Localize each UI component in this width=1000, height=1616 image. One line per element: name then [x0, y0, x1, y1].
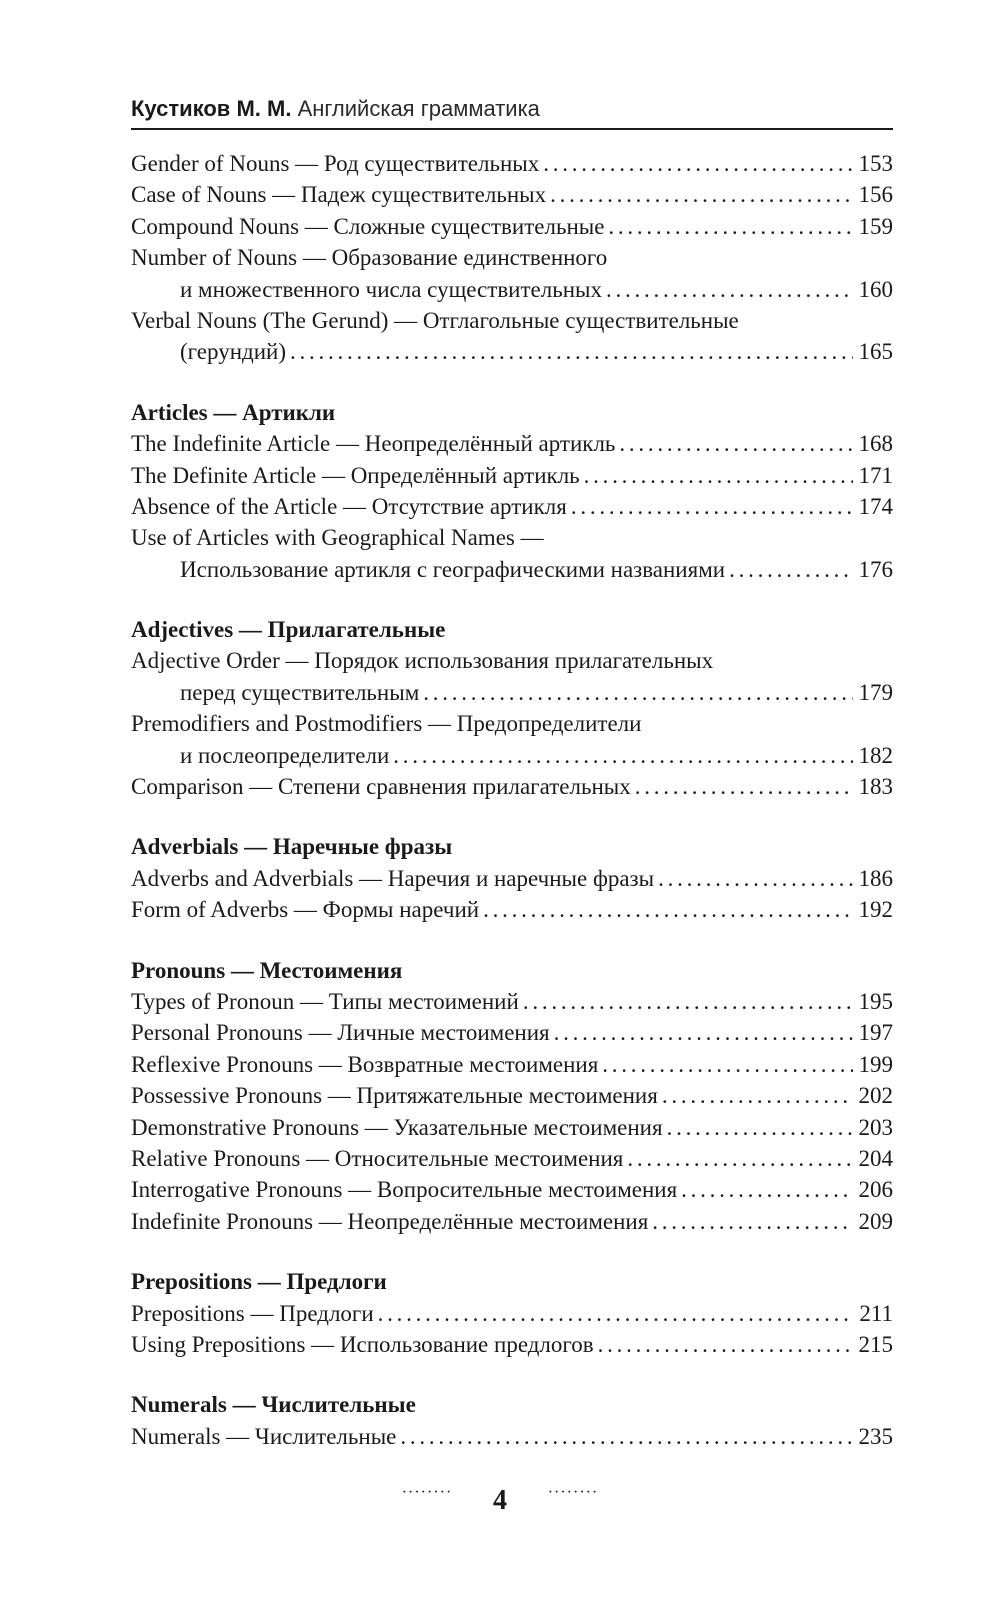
toc-entry-title-cont: и множественного числа существительных: [180, 276, 602, 302]
toc-section-heading: Adverbials — Наречные фразы: [131, 834, 453, 860]
dot-leader: [729, 554, 852, 585]
toc-entry: [131, 1049, 893, 1080]
toc-entry-title: Numerals — Числительные: [131, 1423, 397, 1449]
toc-entry-title: Comparison — Степени сравнения прилагательных: [131, 774, 631, 800]
toc-entry: [131, 428, 893, 459]
toc-page-number: 203: [858, 1114, 893, 1140]
dot-leader: [584, 460, 853, 491]
toc-page-number: 174: [858, 493, 893, 519]
toc-page-number: 165: [858, 339, 893, 365]
toc-entry-continuation: [131, 336, 893, 367]
toc-entry-title: The Indefinite Article — Неопределённый артикль: [131, 431, 616, 457]
dot-leader: [627, 1143, 852, 1174]
toc-entry-title: Adverbs and Adverbials — Наречия и наречные фразы: [131, 865, 655, 891]
toc-entry-title: Demonstrative Pronouns — Указательные местоимения: [131, 1114, 663, 1140]
toc-entry: [131, 863, 893, 894]
toc-entry-continuation: [131, 677, 893, 708]
toc-entry: [131, 1143, 893, 1174]
toc-entry-title: Prepositions — Предлоги: [131, 1300, 374, 1326]
dot-leader: [400, 1421, 852, 1452]
toc-entry: [131, 460, 893, 491]
toc-entry-title: Using Prepositions — Использование предлогов: [131, 1331, 594, 1357]
header-author: Кустиков М. М.: [131, 96, 292, 121]
toc-entry-title: Premodifiers and Postmodifiers — Предопределители: [131, 711, 642, 737]
toc-section-heading: Numerals — Числительные: [131, 1392, 416, 1418]
toc-entry-title: Interrogative Pronouns — Вопросительные местоимения: [131, 1177, 678, 1203]
toc-page-number: 202: [858, 1083, 893, 1109]
toc-entry: [131, 211, 893, 242]
toc-page-number: 192: [858, 897, 893, 923]
toc-entry-continuation: [131, 554, 893, 585]
dot-leader: [658, 863, 852, 894]
toc-entry-title: Adjective Order — Порядок использования прилагательных: [131, 648, 714, 674]
toc-section-heading: Pronouns — Местоимения: [131, 957, 403, 983]
toc-entry: [131, 491, 893, 522]
dot-leader: [598, 1329, 853, 1360]
toc-entry-title: Types of Pronoun — Типы местоимений: [131, 988, 519, 1014]
dot-leader: [378, 1298, 854, 1329]
toc-entry-line: [131, 708, 893, 739]
dot-leader: [619, 428, 852, 459]
toc-entry-title: Reflexive Pronouns — Возвратные местоимения: [131, 1051, 599, 1077]
dot-leader: [423, 677, 852, 708]
dot-leader: [667, 1112, 853, 1143]
toc-entry-title: Possessive Pronouns — Притяжательные местоимения: [131, 1083, 658, 1109]
toc-entry-title: Number of Nouns — Образование единственного: [131, 245, 608, 271]
toc-entry-title: Compound Nouns — Сложные существительные: [131, 213, 605, 239]
dot-leader: [606, 274, 853, 305]
toc-entry-line: [131, 242, 893, 273]
toc-entry: [131, 1017, 893, 1048]
toc-entry-title: Case of Nouns — Падеж существительных: [131, 182, 547, 208]
toc-entry-continuation: [131, 274, 893, 305]
toc-section-heading: Prepositions — Предлоги: [131, 1269, 387, 1295]
toc-entry-title-cont: и послеопределители: [180, 742, 390, 768]
toc-page-number: 153: [858, 151, 893, 176]
dot-leader: [608, 211, 852, 242]
dot-leader: [571, 491, 853, 522]
toc-entry: [131, 1174, 893, 1205]
toc-entry: [131, 894, 893, 925]
toc-page-number: 215: [858, 1331, 893, 1357]
toc-entry-title: Relative Pronouns — Относительные местоимения: [131, 1145, 624, 1171]
dot-leader: [554, 1017, 853, 1048]
toc-entry: [131, 1112, 893, 1143]
toc-page-number: 195: [858, 988, 893, 1014]
toc-entry-title: Use of Articles with Geographical Names —: [131, 525, 544, 551]
toc-entry-line: [131, 522, 893, 553]
toc-page-number: 186: [858, 865, 893, 891]
toc-entry-title: Absence of the Article — Отсутствие артикля: [131, 493, 567, 519]
toc-entry-line: [131, 645, 893, 676]
page-content: [131, 94, 893, 1452]
dot-leader: [543, 148, 852, 179]
dot-leader: [602, 1049, 852, 1080]
toc-page-number: 160: [858, 276, 893, 302]
toc-entry: [131, 179, 893, 210]
toc-section-heading: Articles — Артикли: [131, 399, 336, 425]
dot-leader: [523, 986, 853, 1017]
toc-section-heading: Adjectives — Прилагательные: [131, 617, 446, 643]
toc-page-number: 211: [859, 1300, 893, 1326]
dot-leader: [393, 740, 852, 771]
toc-page-number: 159: [858, 213, 893, 239]
dot-leader: [652, 1206, 852, 1237]
toc-page-number: 197: [858, 1020, 893, 1046]
toc-page-number: 183: [858, 774, 893, 800]
header-book-title: Английская грамматика: [297, 96, 540, 121]
dot-leader: [550, 179, 852, 210]
running-head: [131, 94, 893, 130]
toc-entry: [131, 148, 893, 179]
toc-page-number: 168: [858, 431, 893, 457]
toc-page-number: 179: [858, 679, 893, 705]
dot-leader: [662, 1080, 853, 1111]
toc-entry-title-cont: (герундий): [180, 339, 286, 365]
toc-entry-title: Personal Pronouns — Личные местоимения: [131, 1020, 550, 1046]
toc-entry-continuation: [131, 740, 893, 771]
toc-page-number: 199: [858, 1051, 893, 1077]
table-of-contents: [131, 148, 893, 1452]
toc-entry: [131, 986, 893, 1017]
dot-leader: [635, 771, 853, 802]
toc-entry: [131, 1080, 893, 1111]
footer-ornament-left: ········: [401, 1484, 453, 1501]
toc-page-number: 206: [858, 1177, 893, 1203]
toc-entry-title: Form of Adverbs — Формы наречий: [131, 897, 480, 923]
toc-page-number: 156: [858, 182, 893, 208]
toc-entry: [131, 771, 893, 802]
toc-entry-title: The Definite Article — Определённый артикль: [131, 462, 580, 488]
footer-ornament-right: ········: [547, 1484, 599, 1501]
toc-page-number: 182: [858, 742, 893, 768]
toc-entry-title: Indefinite Pronouns — Неопределённые местоимения: [131, 1208, 649, 1234]
toc-page-number: 235: [858, 1423, 893, 1449]
toc-entry: [131, 1329, 893, 1360]
toc-page-number: 209: [858, 1208, 893, 1234]
dot-leader: [681, 1174, 852, 1205]
toc-page-number: 204: [858, 1145, 893, 1171]
toc-entry-title-cont: Использование артикля с географическими названиями: [180, 556, 726, 582]
page-footer: [0, 1484, 1000, 1517]
toc-entry: [131, 1298, 893, 1329]
toc-page-number: 171: [858, 462, 893, 488]
toc-entry-title: Verbal Nouns (The Gerund) — Отглагольные существительные: [131, 307, 739, 333]
toc-entry: [131, 1421, 893, 1452]
toc-entry-title-cont: перед существительным: [180, 679, 420, 705]
toc-entry-title: Gender of Nouns — Род существительных: [131, 151, 540, 176]
toc-page-number: 176: [858, 556, 893, 582]
dot-leader: [483, 894, 852, 925]
toc-entry: [131, 1206, 893, 1237]
page-number: 4: [493, 1485, 507, 1516]
toc-entry-line: [131, 305, 893, 336]
dot-leader: [290, 336, 853, 367]
